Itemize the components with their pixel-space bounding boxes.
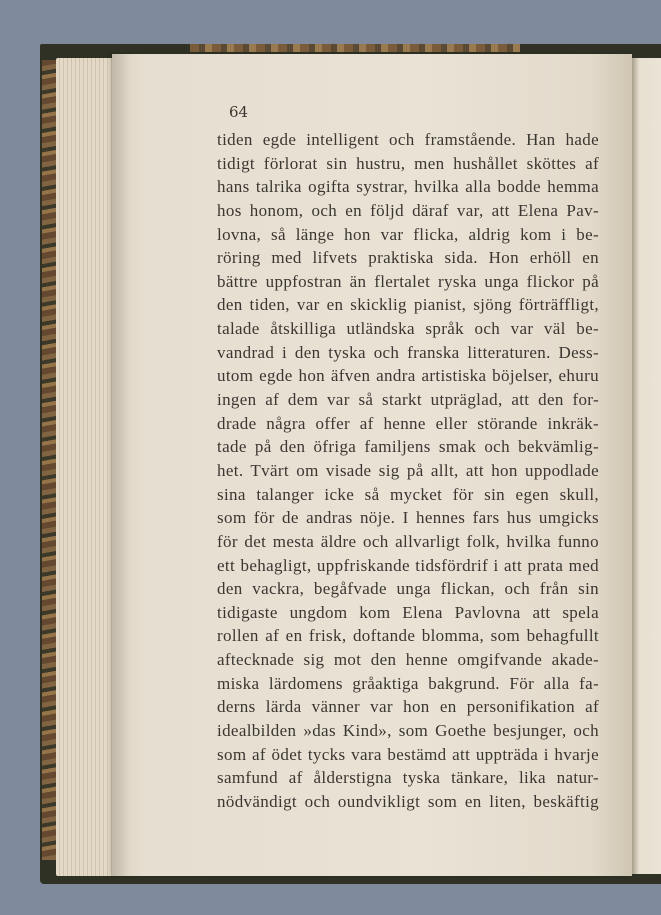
page-number: 64 xyxy=(229,103,249,121)
text-line: lovna, så länge hon var flicka, aldrig kom i be- xyxy=(217,224,599,244)
text-line: derns lärda vänner var hon en personifikation af xyxy=(217,697,599,717)
text-line: tade på den öfriga familjens smak och bekvämlig- xyxy=(217,437,599,457)
body-text xyxy=(217,128,599,814)
text-line: samfund af ålderstigna tyska tänkare, lika natur- xyxy=(217,768,599,788)
text-line: drade några offer af henne eller störande inkräk- xyxy=(217,413,599,433)
next-page-edge xyxy=(632,58,661,874)
text-line: talade åtskilliga utländska språk och var väl be- xyxy=(217,319,599,339)
text-line: tidigt förlorat sin hustru, men hushållet sköttes af xyxy=(217,153,599,173)
text-line: hos honom, och en följd däraf var, att Elena Pav- xyxy=(217,200,599,220)
text-line: utom egde hon äfven andra artistiska böjelser, ehuru xyxy=(217,366,599,386)
text-line: ingen af dem var så starkt utpräglad, att den for- xyxy=(217,390,599,410)
text-line: tidigaste ungdom kom Elena Pavlovna att spela xyxy=(217,602,599,622)
text-line: för det mesta äldre och allvarligt folk, hvilka funno xyxy=(217,531,599,551)
text-line: sina talanger icke så mycket för sin egen skull, xyxy=(217,484,599,504)
text-line: röring med lifvets praktiska sida. Hon erhöll en xyxy=(217,248,599,268)
text-line: tiden egde intelligent och framstående. Han hade xyxy=(217,130,599,149)
text-line: ett behagligt, uppfriskande tidsfördrif i att prata med xyxy=(217,555,599,575)
text-line: het. Tvärt om visade sig på allt, att hon uppodlade xyxy=(217,460,599,480)
text-line: idealbilden »das Kind», som Goethe besjunger, och xyxy=(217,721,599,741)
text-line: den tiden, var en skicklig pianist, sjöng förträffligt, xyxy=(217,295,599,315)
text-line: hans talrika ogifta systrar, hvilka alla bodde hemma xyxy=(217,177,599,197)
text-line: nödvändigt och oundvikligt som en liten, beskäftig xyxy=(217,791,599,811)
text-line: den vackra, begåfvade unga flickan, och från sin xyxy=(217,579,599,599)
marbled-top-edge xyxy=(190,44,520,52)
gutter-shadow xyxy=(112,54,130,876)
text-line: vandrad i den tyska och franska litteraturen. Dess- xyxy=(217,342,599,362)
page-stack-edges xyxy=(56,58,116,876)
text-line: aftecknade sig mot den henne omgifvande akade- xyxy=(217,650,599,670)
text-line: som af ödet tycks vara bestämd att uppträda i hvarje xyxy=(217,744,599,764)
text-line: miska lärdomens gråaktiga bakgrund. För alla fa- xyxy=(217,673,599,693)
text-line: som för de andras nöje. I hennes fars hus umgicks xyxy=(217,508,599,528)
text-line: bättre uppfostran än flertalet ryska unga flickor på xyxy=(217,271,599,291)
text-line: rollen af en frisk, doftande blomma, som behagfullt xyxy=(217,626,599,646)
